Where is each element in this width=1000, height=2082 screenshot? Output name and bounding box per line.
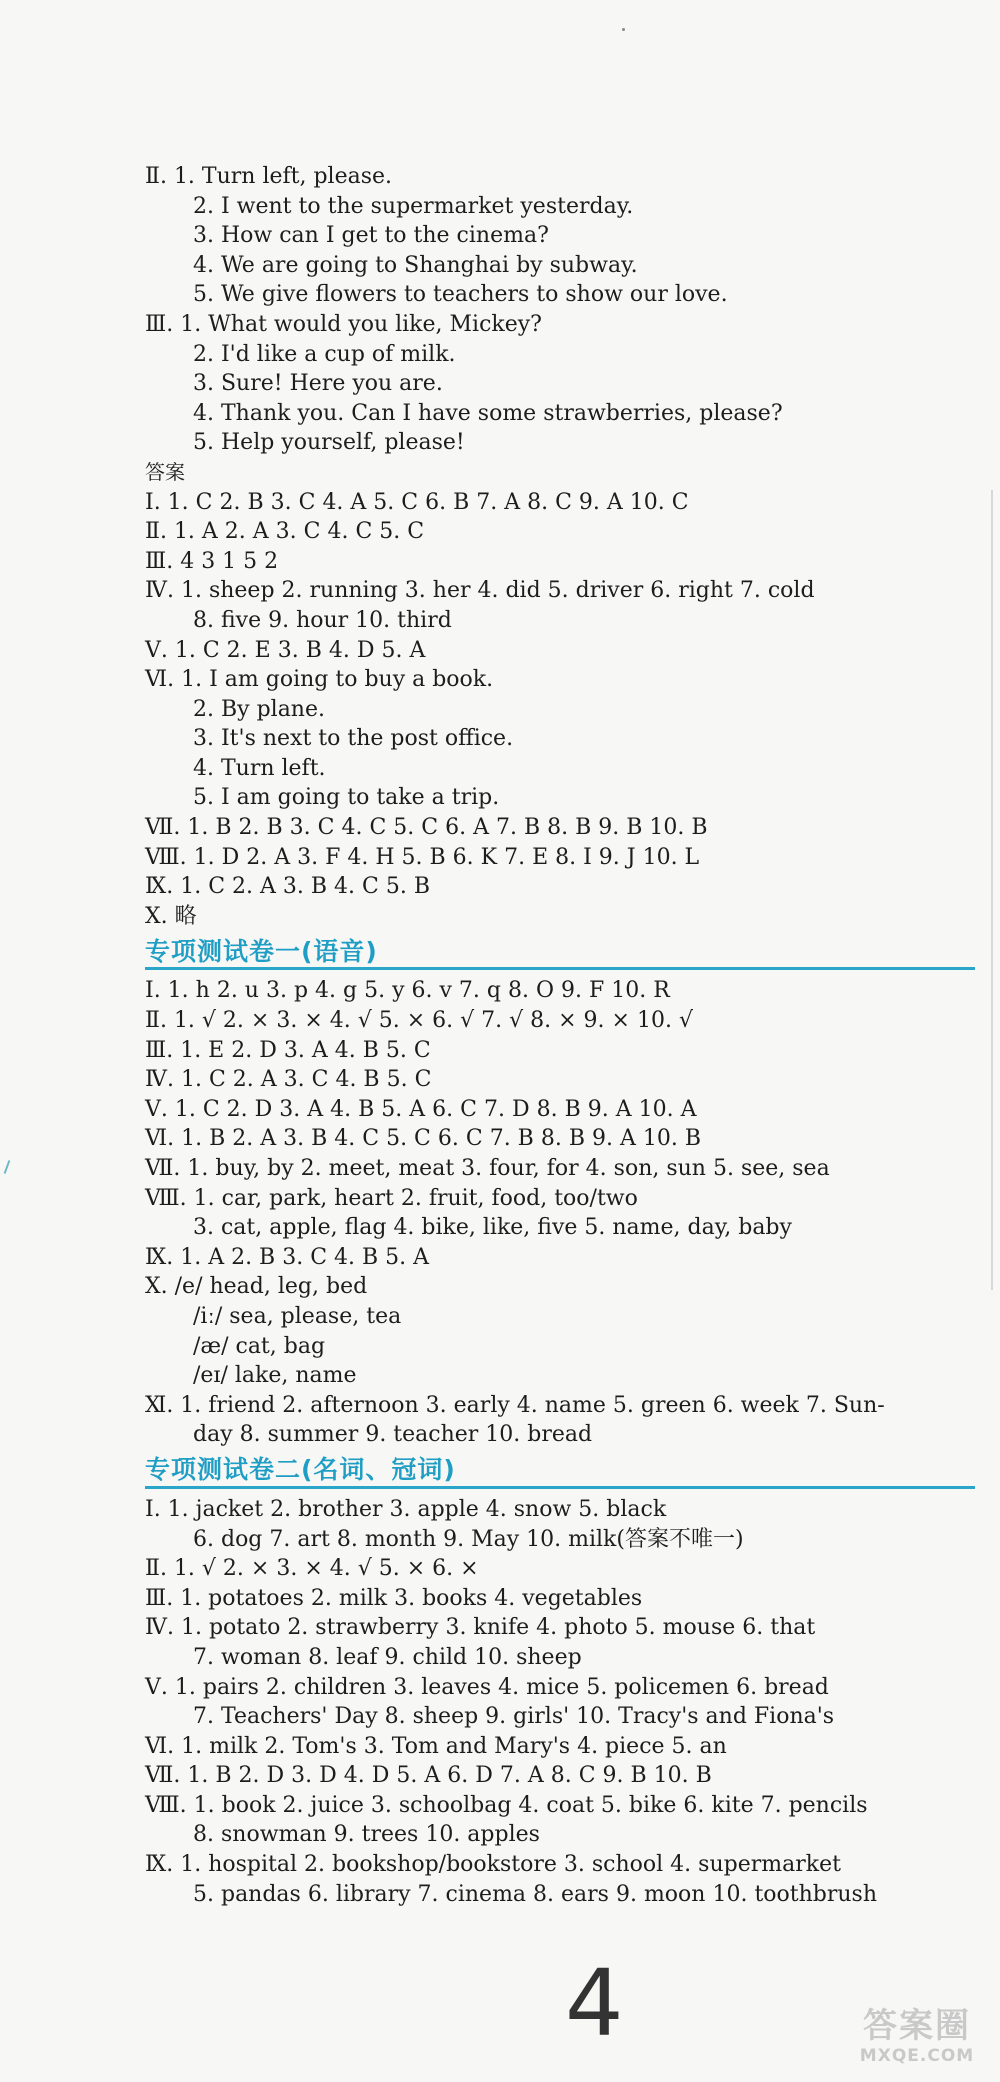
answer-line-continued: day 8. summer 9. teacher 10. bread	[193, 1422, 593, 1448]
scan-speck	[622, 28, 625, 31]
answer-line-continued: 5. I am going to take a trip.	[193, 785, 500, 811]
answer-line: Ⅶ. 1. buy, by 2. meet, meat 3. four, for 4. son, sun 5. see, sea	[145, 1156, 830, 1181]
answer-line: Ⅲ. 4 3 1 5 2	[145, 548, 279, 574]
answer-line: Ⅷ. 1. car, park, heart 2. fruit, food, too/two	[145, 1185, 638, 1211]
answer-line: Ⅰ. 1. C 2. B 3. C 4. A 5. C 6. B 7. A 8. C 9. A 10. C	[145, 489, 689, 515]
section-header	[145, 935, 975, 970]
section-title: 专项测试卷一(语音)	[145, 936, 378, 966]
answer-line: Ⅹ. 略	[145, 903, 197, 929]
answer-line-continued: 4. Turn left.	[193, 755, 326, 781]
answer-line-continued: 5. We give flowers to teachers to show our love.	[193, 282, 728, 308]
answer-line: Ⅲ. 1. What would you like, Mickey?	[145, 311, 542, 337]
answer-line: Ⅷ. 1. book 2. juice 3. schoolbag 4. coat 5. bike 6. kite 7. pencils	[145, 1792, 868, 1818]
answer-line: Ⅰ. 1. h 2. u 3. p 4. g 5. y 6. v 7. q 8. O 9. F 10. R	[145, 978, 670, 1004]
answer-line-continued: 7. Teachers' Day 8. sheep 9. girls' 10. Tracy's and Fiona's	[193, 1704, 835, 1730]
answer-line-continued: /eɪ/ lake, name	[193, 1363, 357, 1389]
answer-line: Ⅶ. 1. B 2. B 3. C 4. C 5. C 6. A 7. B 8. B 9. B 10. B	[145, 815, 708, 841]
answer-line: Ⅸ. 1. C 2. A 3. B 4. C 5. B	[145, 874, 430, 900]
answer-line: Ⅳ. 1. potato 2. strawberry 3. knife 4. photo 5. mouse 6. that	[145, 1615, 816, 1641]
answer-line: Ⅵ. 1. B 2. A 3. B 4. C 5. C 6. C 7. B 8. B 9. A 10. B	[145, 1126, 701, 1152]
section-title: 专项测试卷二(名词、冠词)	[145, 1455, 456, 1485]
answer-line-continued: 6. dog 7. art 8. month 9. May 10. milk(答案不唯一)	[193, 1526, 744, 1552]
answer-line: Ⅲ. 1. E 2. D 3. A 4. B 5. C	[145, 1037, 431, 1063]
answer-line-continued: 7. woman 8. leaf 9. child 10. sheep	[193, 1644, 582, 1670]
answer-line-continued: /iː/ sea, please, tea	[193, 1303, 402, 1329]
answer-line: Ⅱ. 1. Turn left, please.	[145, 164, 393, 189]
answer-line: Ⅴ. 1. pairs 2. children 3. leaves 4. mice 5. policemen 6. bread	[145, 1674, 829, 1700]
answer-line: Ⅶ. 1. B 2. D 3. D 4. D 5. A 6. D 7. A 8. C 9. B 10. B	[145, 1763, 712, 1789]
answer-line-continued: 4. Thank you. Can I have some strawberries, please?	[193, 400, 783, 426]
answer-label: 答案	[145, 459, 185, 484]
answer-line-continued: 3. Sure! Here you are.	[193, 371, 443, 397]
answer-line: Ⅴ. 1. C 2. E 3. B 4. D 5. A	[145, 637, 426, 663]
answer-line: Ⅹ. /e/ head, leg, bed	[145, 1274, 368, 1300]
binding-edge-line	[991, 490, 993, 1290]
answer-line: Ⅺ. 1. friend 2. afternoon 3. early 4. name 5. green 6. week 7. Sun-	[145, 1392, 885, 1418]
handwritten-page-number: 4	[565, 1950, 624, 2057]
answer-line-continued: 8. five 9. hour 10. third	[193, 607, 452, 633]
answer-content	[145, 162, 975, 1909]
answer-line-continued: 5. pandas 6. library 7. cinema 8. ears 9. moon 10. toothbrush	[193, 1881, 878, 1907]
answer-line: Ⅴ. 1. C 2. D 3. A 4. B 5. A 6. C 7. D 8. B 9. A 10. A	[145, 1096, 697, 1122]
answer-line: Ⅰ. 1. jacket 2. brother 3. apple 4. snow 5. black	[145, 1496, 667, 1522]
answer-line-continued: 3. How can I get to the cinema?	[193, 223, 549, 249]
watermark-logo	[842, 2006, 992, 2070]
answer-line-continued: 8. snowman 9. trees 10. apples	[193, 1822, 540, 1848]
answer-line: Ⅱ. 1. A 2. A 3. C 4. C 5. C	[145, 519, 425, 545]
watermark-logo-text: 答案圈	[863, 2006, 971, 2046]
answer-line: Ⅱ. 1. √ 2. × 3. × 4. √ 5. × 6. √ 7. √ 8. × 9. × 10. √	[145, 1008, 693, 1034]
answer-line-continued: 5. Help yourself, please!	[193, 430, 465, 456]
answer-line-continued: 2. By plane.	[193, 696, 325, 722]
answer-line: Ⅱ. 1. √ 2. × 3. × 4. √ 5. × 6. ×	[145, 1556, 479, 1582]
answer-line-continued: 3. It's next to the post office.	[193, 726, 514, 752]
answer-line: Ⅸ. 1. hospital 2. bookshop/bookstore 3. school 4. supermarket	[145, 1852, 841, 1878]
watermark-url: MXQE.COM	[859, 2046, 975, 2066]
answer-line: Ⅸ. 1. A 2. B 3. C 4. B 5. A	[145, 1244, 430, 1270]
answer-line: Ⅳ. 1. C 2. A 3. C 4. B 5. C	[145, 1067, 432, 1093]
answer-line-continued: 3. cat, apple, flag 4. bike, like, five 5. name, day, baby	[193, 1215, 792, 1241]
answer-line: Ⅳ. 1. sheep 2. running 3. her 4. did 5. driver 6. right 7. cold	[145, 578, 815, 604]
answer-line: Ⅵ. 1. I am going to buy a book.	[145, 667, 494, 693]
scan-mark	[4, 1160, 11, 1174]
answer-line: Ⅷ. 1. D 2. A 3. F 4. H 5. B 6. K 7. E 8. I 9. J 10. L	[145, 844, 700, 870]
section-header	[145, 1454, 975, 1489]
answer-line: Ⅵ. 1. milk 2. Tom's 3. Tom and Mary's 4. piece 5. an	[145, 1733, 727, 1759]
answer-line-continued: 2. I went to the supermarket yesterday.	[193, 193, 634, 219]
answer-line: Ⅲ. 1. potatoes 2. milk 3. books 4. vegetables	[145, 1585, 643, 1611]
answer-line-continued: /æ/ cat, bag	[193, 1333, 326, 1359]
answer-line-continued: 4. We are going to Shanghai by subway.	[193, 252, 638, 278]
answer-line-continued: 2. I'd like a cup of milk.	[193, 341, 456, 367]
